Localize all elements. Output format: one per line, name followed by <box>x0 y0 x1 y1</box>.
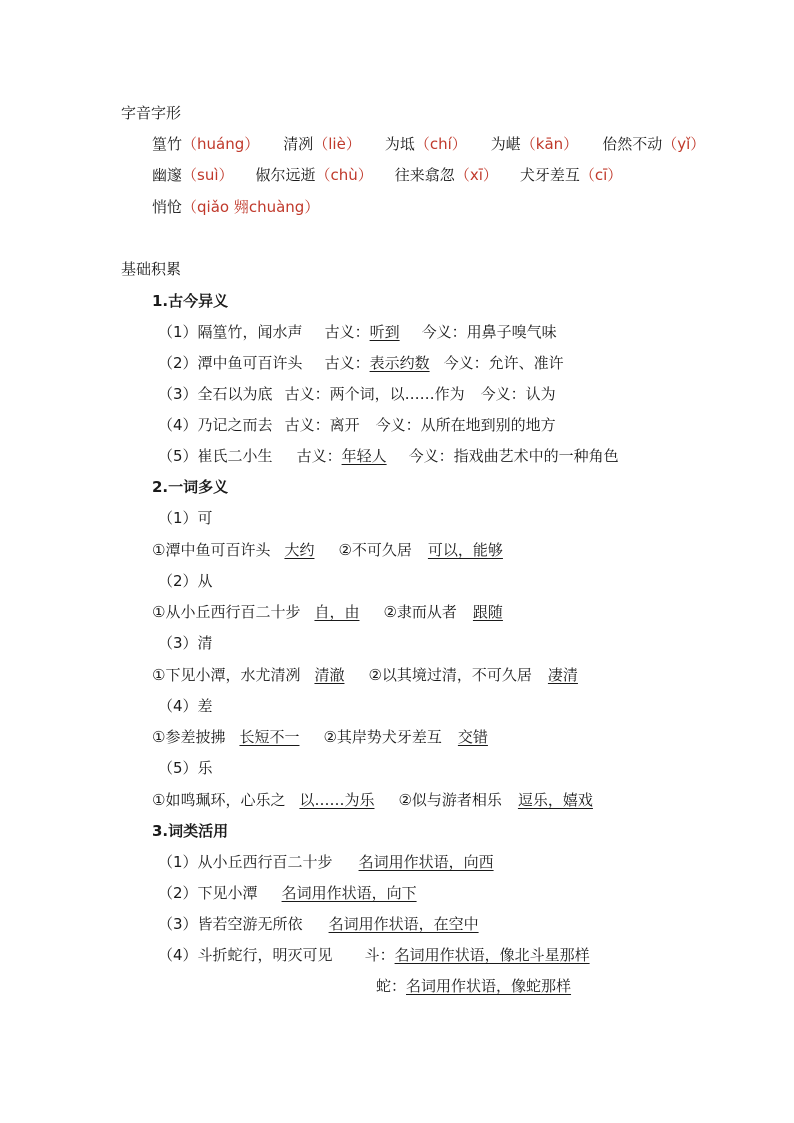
modern-label: 今义： <box>480 385 526 403</box>
item-number: （1） <box>158 323 198 341</box>
modern-meaning: 认为 <box>525 385 556 403</box>
meaning-a: 大约 <box>284 541 315 559</box>
huoyong-item-3 <box>158 914 479 934</box>
polysemy-head-4: （4）差 <box>158 697 213 715</box>
pinyin: （xī） <box>454 166 498 184</box>
gujin-item-1 <box>158 322 557 342</box>
polysemy-examples-5 <box>152 790 593 810</box>
polysemy-head-5: （5）乐 <box>158 759 213 777</box>
pinyin: （cī） <box>579 166 623 184</box>
subsection-title-polysemy: 2.一词多义 <box>152 478 229 496</box>
modern-meaning: 允许、准许 <box>488 354 564 372</box>
source-sentence: 隔篁竹，闻水声 <box>197 323 303 341</box>
usage-meaning: 名词用作状语，在空中 <box>328 915 479 933</box>
item-number: （4） <box>158 416 198 434</box>
usage-meaning: 名词用作状语，向西 <box>358 853 494 871</box>
gujin-item-5 <box>158 446 619 466</box>
section-title-pronunciation: 字音字形 <box>121 104 182 122</box>
source-sentence: 下见小潭 <box>197 884 258 902</box>
source-sentence: 崔氏二小生 <box>197 447 273 465</box>
ancient-meaning: 年轻人 <box>341 447 387 465</box>
modern-label: 今义： <box>421 323 467 341</box>
example-a: ①下见小潭，水尤清冽 <box>152 666 301 684</box>
pinyin: （chí） <box>414 135 467 153</box>
pronunciation-row-1 <box>152 134 705 154</box>
item-number: （2） <box>158 354 198 372</box>
meaning-a: 长短不一 <box>239 728 300 746</box>
key-character: 蛇： <box>376 977 407 995</box>
pinyin: （yǐ） <box>662 135 706 153</box>
vocab-word: 往来翕忽 <box>394 166 455 184</box>
ancient-label: 古义： <box>284 416 330 434</box>
example-a: ①如鸣珮环，心乐之 <box>152 791 286 809</box>
vocab-word: 悄怆 <box>152 198 183 216</box>
vocab-word: 为坻 <box>384 135 415 153</box>
example-b: ②似与游者相乐 <box>398 791 502 809</box>
vocab-word: 佁然不动 <box>602 135 663 153</box>
meaning-b: 跟随 <box>472 603 503 621</box>
subsection-title-ancient-modern: 1.古今异义 <box>152 292 229 310</box>
modern-label: 今义： <box>375 416 421 434</box>
ancient-label: 古义： <box>296 447 342 465</box>
example-b: ②隶而从者 <box>383 603 457 621</box>
meaning-b: 逗乐，嬉戏 <box>517 791 593 809</box>
example-a: ①参差披拂 <box>152 728 226 746</box>
example-b: ②不可久居 <box>338 541 412 559</box>
pinyin: （chù） <box>315 166 373 184</box>
example-b: ②以其境过清，不可久居 <box>368 666 532 684</box>
modern-label: 今义： <box>443 354 489 372</box>
item-number: （5） <box>158 447 198 465</box>
source-sentence: 皆若空游无所依 <box>197 915 303 933</box>
huoyong-item-4-extra <box>376 976 571 996</box>
modern-meaning: 用鼻子嗅气味 <box>466 323 557 341</box>
modern-meaning: 指戏曲艺术中的一种角色 <box>453 447 619 465</box>
item-number: （3） <box>158 385 198 403</box>
example-a: ①从小丘西行百二十步 <box>152 603 301 621</box>
gujin-item-4 <box>158 415 556 435</box>
source-sentence: 潭中鱼可百许头 <box>197 354 303 372</box>
meaning-b: 可以，能够 <box>427 541 503 559</box>
item-number: （2） <box>158 884 198 902</box>
ancient-label: 古义： <box>284 385 330 403</box>
pinyin: （suì） <box>182 166 234 184</box>
source-sentence: 全石以为底 <box>197 385 273 403</box>
vocab-word: 篁竹 <box>152 135 183 153</box>
section-title-foundation: 基础积累 <box>121 260 182 278</box>
meaning-a: 清澈 <box>314 666 345 684</box>
meaning-a: 自，由 <box>314 603 360 621</box>
ancient-label: 古义： <box>324 354 370 372</box>
pronunciation-row-3 <box>152 197 319 217</box>
polysemy-examples-4 <box>152 727 488 747</box>
usage-meaning: 名词用作状语，像北斗星那样 <box>394 946 590 964</box>
modern-meaning: 从所在地到别的地方 <box>420 416 556 434</box>
modern-label: 今义： <box>408 447 454 465</box>
source-sentence: 从小丘西行百二十步 <box>197 853 333 871</box>
usage-meaning: 名词用作状语，向下 <box>281 884 417 902</box>
polysemy-head-1: （1）可 <box>158 509 213 527</box>
polysemy-head-2: （2）从 <box>158 572 213 590</box>
polysemy-examples-2 <box>152 602 503 622</box>
item-number: （1） <box>158 853 198 871</box>
gujin-item-2 <box>158 353 564 373</box>
meaning-b: 凄清 <box>547 666 578 684</box>
vocab-word: 清冽 <box>283 135 314 153</box>
ancient-meaning: 表示约数 <box>369 354 430 372</box>
meaning-a: 以……为乐 <box>299 791 375 809</box>
pinyin: （kān） <box>520 135 579 153</box>
ancient-meaning: 离开 <box>329 416 360 434</box>
gujin-item-3 <box>158 384 556 404</box>
ancient-label: 古义： <box>324 323 370 341</box>
pinyin: （huáng） <box>182 135 260 153</box>
source-sentence: 乃记之而去 <box>197 416 273 434</box>
example-a: ①潭中鱼可百许头 <box>152 541 271 559</box>
vocab-word: 幽邃 <box>152 166 183 184</box>
pinyin: （liè） <box>313 135 361 153</box>
ancient-meaning: 听到 <box>369 323 400 341</box>
source-sentence: 斗折蛇行，明灭可见 <box>197 946 333 964</box>
polysemy-examples-3 <box>152 665 578 685</box>
huoyong-item-4 <box>158 945 590 965</box>
polysemy-examples-1 <box>152 540 503 560</box>
subsection-title-word-class: 3.词类活用 <box>152 822 229 840</box>
huoyong-item-1 <box>158 852 494 872</box>
example-b: ②其岸势犬牙差互 <box>323 728 442 746</box>
vocab-word: 为嵁 <box>490 135 521 153</box>
pronunciation-row-2 <box>152 165 622 185</box>
usage-meaning: 名词用作状语，像蛇那样 <box>406 977 572 995</box>
item-number: （3） <box>158 915 198 933</box>
polysemy-head-3: （3）清 <box>158 634 213 652</box>
vocab-word: 犬牙差互 <box>519 166 580 184</box>
vocab-word: 俶尔远逝 <box>255 166 316 184</box>
item-number: （4） <box>158 946 198 964</box>
ancient-meaning: 两个词，以……作为 <box>329 385 465 403</box>
key-character: 斗： <box>364 946 395 964</box>
pinyin: （qiǎo 翙chuàng） <box>182 198 320 216</box>
meaning-b: 交错 <box>457 728 488 746</box>
huoyong-item-2 <box>158 883 417 903</box>
